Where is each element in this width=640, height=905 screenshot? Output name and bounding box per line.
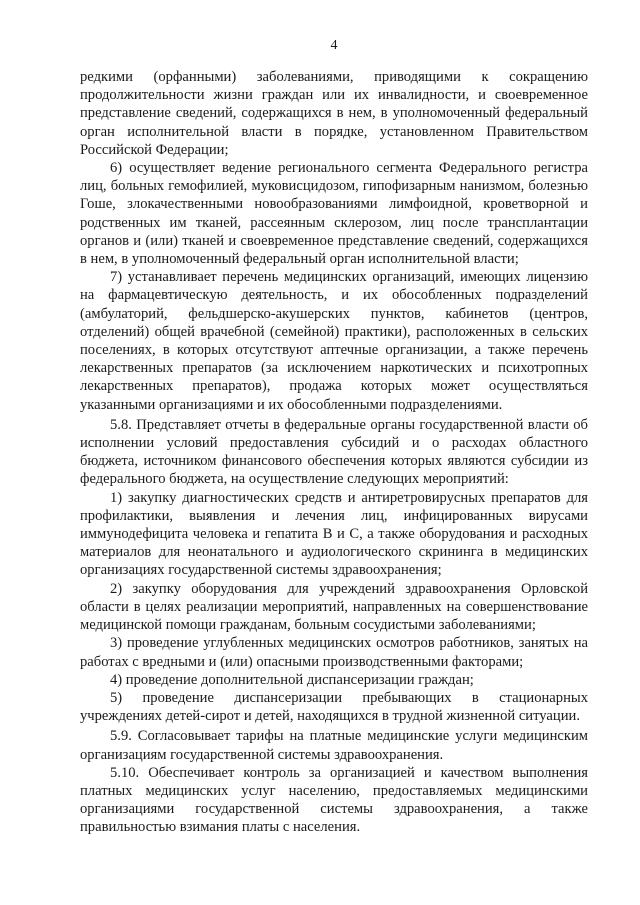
page-number: 4 [330, 38, 338, 53]
paragraph-item-6-federal-register: 6) осуществляет ведение регионального сегмента Федерального регистра лиц, больных гемофилией, муковисцидозом, гипофизарным нанизмом, болезнью Гоше, злокачественными новообразованиями лимфоидной, кроветворной и родственных им тканей, рассеянным склерозом, лиц после трансплантации органов и (или) тканей и своевременное представление сведений, содержащихся в нем, в уполномоченный федеральный орган исполнительной власти; [80, 160, 588, 268]
document-body [80, 68, 588, 837]
paragraph-section-5-9-tariffs: 5.9. Согласовывает тарифы на платные медицинские услуги медицинским организациям государственной системы здравоохранения. [80, 728, 588, 763]
paragraph-section-5-8-reports: 5.8. Представляет отчеты в федеральные органы государственной власти об исполнении условий предоставления субсидий и о расходах областного бюджета, источником финансового обеспечения которых являются субсидии из федерального бюджета, на осуществление следующих мероприятий: [80, 416, 588, 488]
paragraph-section-5-10-control: 5.10. Обеспечивает контроль за организацией и качеством выполнения платных медицинских услуг населению, предоставляемых медицинскими организациями государственной системы здравоохранения, а также правильностью взимания платы с населения. [80, 764, 588, 836]
paragraph-item-7-medical-organizations-list: 7) устанавливает перечень медицинских организаций, имеющих лицензию на фармацевтическую деятельность, и их обособленных подразделений (амбулаторий, фельдшерско-акушерских пунктов, кабинетов (центров, отделений) общей врачебной (семейной) практики), расположенных в сельских поселениях, в которых отсутствуют аптечные организации, а также перечень лекарственных препаратов (за исключением наркотических и психотропных лекарственных препаратов), продажа которых может осуществляться указанными организациями и их обособленными подразделениями. [80, 269, 588, 413]
paragraph-subitem-5-orphans-dispensarization: 5) проведение диспансеризации пребывающих в стационарных учреждениях детей-сирот и детей, находящихся в трудной жизненной ситуации. [80, 689, 588, 725]
paragraph-continuation-orphan-diseases: редкими (орфанными) заболеваниями, приводящими к сокращению продолжительности жизни граждан или их инвалидности, и своевременное представление сведений, содержащихся в нем, в уполномоченный федеральный орган исполнительной власти в порядке, установленном Правительством Российской Федерации; [80, 69, 588, 158]
paragraph-subitem-1-diagnostics-purchase: 1) закупку диагностических средств и антиретровирусных препаратов для профилактики, выявления и лечения лиц, инфицированных вирусами иммунодефицита человека и гепатита В и С, а также оборудования и расходных материалов для неонатального и аудиологического скрининга в медицинских организациях государственной системы здравоохранения; [80, 489, 588, 579]
paragraph-subitem-3-medical-examinations: 3) проведение углубленных медицинских осмотров работников, занятых на работах с вредными и (или) опасными производственными факторами; [80, 635, 588, 670]
paragraph-subitem-4-dispensarization: 4) проведение дополнительной диспансеризации граждан; [110, 671, 474, 688]
paragraph-subitem-2-equipment-purchase: 2) закупку оборудования для учреждений здравоохранения Орловской области в целях реализации мероприятий, направленных на совершенствование медицинской помощи гражданам, больным сосудистыми заболеваниями; [80, 580, 588, 634]
